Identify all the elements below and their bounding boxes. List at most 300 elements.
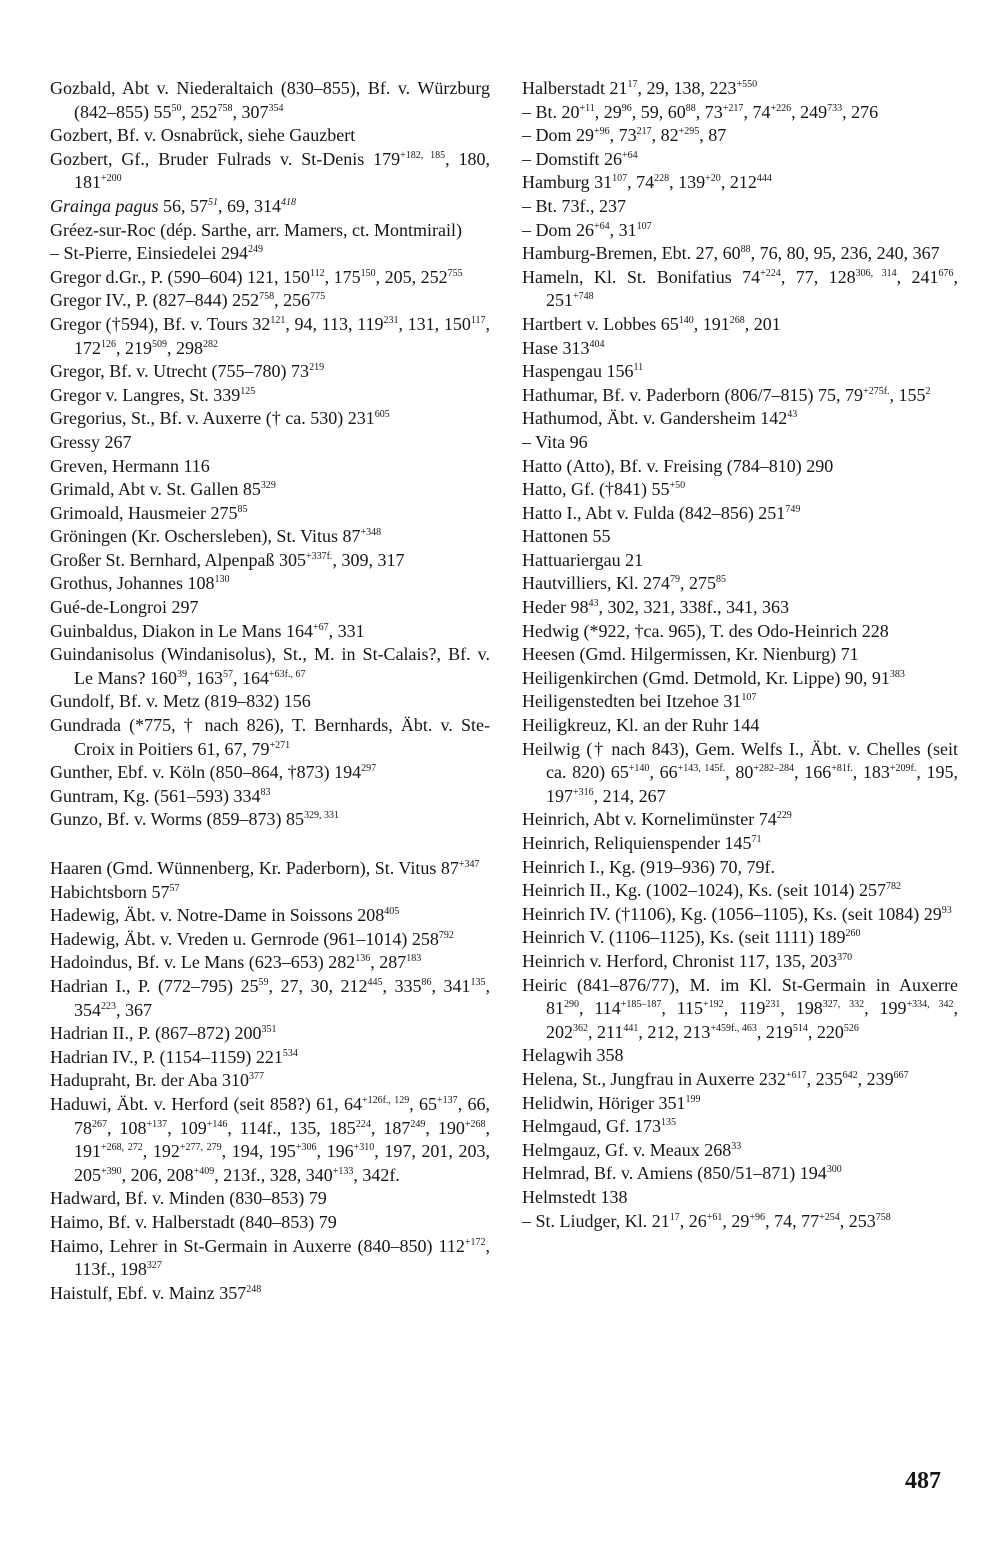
entry-superscript: 377	[248, 1071, 264, 1083]
entry-text: Hadrian II., P. (867–872) 200	[50, 1023, 262, 1044]
entry-text: , 114	[579, 998, 621, 1019]
entry-text: Grothus, Johannes 108	[50, 573, 215, 594]
index-entry	[50, 808, 490, 832]
entry-text: , 77, 128	[780, 266, 856, 287]
index-entry	[50, 266, 490, 290]
entry-text: Heiric (841–876/77), M. im Kl. St-Germain in Auxerre 81	[522, 974, 958, 1019]
entry-text: – Bt. 20	[522, 101, 580, 122]
entry-text: , 241	[896, 266, 939, 287]
entry-text: , 211	[588, 1021, 624, 1042]
entry-text: , 335	[382, 975, 422, 996]
entry-superscript: 125	[240, 385, 256, 397]
entry-text: , 190	[425, 1117, 465, 1138]
entry-text: Hautvilliers, Kl. 274	[522, 573, 670, 594]
entry-text: Hedwig (*922, †ca. 965), T. des Odo-Heinrich 228	[522, 620, 889, 641]
entry-superscript: +459f., 463	[710, 1022, 757, 1034]
entry-superscript: +185–187	[620, 999, 662, 1011]
index-entry	[522, 620, 958, 644]
entry-superscript: 733	[827, 102, 843, 114]
entry-text: , 191	[693, 313, 730, 334]
index-entry	[50, 219, 490, 243]
index-entry	[50, 148, 490, 195]
entry-text: Gregor v. Langres, St. 339	[50, 384, 241, 405]
entry-superscript: 112	[309, 267, 325, 279]
entry-text: Helagwih 358	[522, 1045, 624, 1066]
index-entry	[522, 879, 958, 903]
entry-text: Haduwi, Äbt. v. Herford (seit 858?) 61, 64	[50, 1093, 362, 1114]
entry-text: , 180, 181	[74, 148, 491, 193]
index-entry	[522, 195, 958, 219]
entry-text: Heilwig († nach 843), Gem. Welfs I., Äbt. v. Chelles (seit ca. 820) 65	[522, 738, 958, 783]
entry-superscript: 33	[731, 1140, 742, 1152]
index-entry	[50, 1235, 490, 1282]
entry-text: , 202	[546, 998, 959, 1042]
index-entry	[50, 857, 490, 881]
entry-text: Gundrada (*775, † nach 826), T. Bernhards, Äbt. v. Ste-Croix in Poitiers 61, 67, 79	[50, 715, 490, 759]
entry-superscript: 71	[751, 834, 762, 845]
entry-text: Gregor (†594), Bf. v. Tours 32	[50, 313, 271, 334]
entry-superscript: +96	[749, 1211, 766, 1223]
entry-superscript: 229	[776, 810, 792, 822]
entry-superscript: 383	[889, 668, 905, 680]
entry-text: Helmrad, Bf. v. Amiens (850/51–871) 194	[522, 1163, 827, 1184]
entry-text: , 29	[594, 101, 622, 122]
index-entry	[522, 974, 958, 1045]
entry-text: , 109	[167, 1117, 207, 1138]
entry-text: Gregor, Bf. v. Utrecht (755–780) 73	[50, 361, 310, 382]
index-entry	[50, 77, 490, 124]
entry-text: , 166	[794, 762, 832, 783]
entry-text: , 183	[852, 762, 890, 783]
entry-superscript: +96	[594, 126, 610, 138]
entry-text: , 275	[679, 573, 716, 594]
index-entry	[50, 1069, 490, 1093]
entry-text: , 302, 321, 338f., 341, 363	[598, 597, 789, 618]
entry-superscript: 758	[259, 291, 275, 303]
entry-text: Grainga pagus	[50, 195, 159, 216]
entry-text: Helidwin, Höriger 351	[522, 1092, 686, 1113]
entry-text: Gregorius, St., Bf. v. Auxerre († ca. 530) 231	[50, 408, 375, 429]
entry-text: , 199	[864, 998, 907, 1019]
entry-text: , 298	[167, 337, 203, 358]
index-entry	[522, 242, 958, 266]
entry-superscript: +192	[703, 999, 724, 1011]
index-entry	[522, 667, 958, 691]
entry-text: , 115	[661, 998, 704, 1019]
entry-text: Guntram, Kg. (561–593) 334	[50, 785, 261, 806]
entry-superscript: 217	[636, 126, 652, 138]
entry-text: , 354	[74, 975, 491, 1020]
entry-superscript: 79	[669, 574, 680, 586]
entry-superscript: 57	[169, 882, 180, 894]
entry-text: , 191	[74, 1117, 491, 1162]
index-entry	[50, 502, 490, 526]
entry-text: Gozbert, Gf., Bruder Fulrads v. St-Denis 179	[50, 148, 401, 169]
index-entry	[50, 289, 490, 313]
entry-superscript: +277, 279	[179, 1142, 222, 1154]
entry-superscript: 509	[152, 338, 167, 350]
index-entry	[50, 407, 490, 431]
index-entry	[522, 950, 958, 974]
entry-superscript: 39	[176, 668, 187, 680]
entry-text: , 253	[839, 1210, 876, 1231]
entry-text: , 219	[756, 1021, 793, 1042]
entry-text: – St-Pierre, Einsiedelei 294	[50, 243, 248, 264]
entry-superscript: 85	[237, 503, 248, 515]
entry-superscript: 224	[355, 1118, 371, 1130]
entry-text: , 73	[695, 101, 723, 122]
index-entry	[522, 1092, 958, 1116]
entry-text: Hadoindus, Bf. v. Le Mans (623–653) 282	[50, 952, 356, 973]
entry-superscript: 51	[208, 196, 219, 208]
entry-superscript: 290	[564, 999, 579, 1011]
entry-text: Hattonen 55	[522, 526, 611, 547]
entry-text: , 197, 201, 203, 205	[74, 1141, 491, 1185]
entry-text: Hadupraht, Br. der Aba 310	[50, 1070, 249, 1091]
entry-superscript: 775	[310, 291, 326, 303]
entry-superscript: 231	[383, 314, 399, 326]
entry-superscript: 223	[101, 1000, 116, 1012]
entry-superscript: +64	[594, 220, 610, 232]
entry-text: , 26	[679, 1210, 707, 1231]
entry-superscript: +226	[770, 102, 792, 114]
entry-text: , 276	[842, 101, 879, 122]
index-entry	[50, 596, 490, 620]
entry-text: , 74, 77	[765, 1210, 820, 1231]
entry-text: Grimald, Abt v. St. Gallen 85	[50, 479, 261, 500]
index-entry	[50, 1211, 490, 1235]
entry-text: Hadewig, Äbt. v. Notre-Dame in Soissons 208	[50, 905, 385, 926]
entry-text: , 74	[743, 101, 771, 122]
index-column-left	[50, 77, 490, 1305]
entry-superscript: +63f., 67	[268, 668, 306, 680]
entry-superscript: +217	[722, 102, 744, 114]
index-entry	[522, 690, 958, 714]
index-entry	[50, 384, 490, 408]
entry-superscript: +200	[101, 173, 122, 185]
index-entry	[50, 1093, 490, 1187]
index-entry	[522, 549, 958, 573]
index-entry	[50, 195, 490, 219]
index-entry	[50, 525, 490, 549]
index-entry	[50, 313, 490, 360]
index-entry	[522, 1044, 958, 1068]
entry-superscript: 17	[627, 79, 638, 90]
entry-superscript: 329	[260, 480, 276, 492]
entry-superscript: 17	[669, 1211, 680, 1223]
index-entry	[50, 928, 490, 952]
entry-superscript: 445	[367, 976, 383, 988]
entry-text: , 201	[744, 313, 781, 334]
entry-text: Grimoald, Hausmeier 275	[50, 502, 238, 523]
entry-superscript: 327	[146, 1260, 162, 1272]
entry-text: , 29, 138, 223	[637, 78, 737, 98]
entry-superscript: 11	[633, 362, 644, 374]
entry-superscript: 85	[715, 574, 726, 586]
entry-superscript: 249	[410, 1118, 426, 1130]
index-entry	[50, 124, 490, 148]
index-entry	[522, 1139, 958, 1163]
index-entry	[522, 407, 958, 431]
index-entry	[522, 1068, 958, 1092]
entry-superscript: 136	[355, 953, 371, 965]
entry-superscript: 249	[247, 244, 263, 256]
entry-text: , 31	[609, 219, 637, 240]
index-entry	[522, 525, 958, 549]
entry-superscript: +337f.	[305, 550, 333, 562]
entry-text: Hatto I., Abt v. Fulda (842–856) 251	[522, 502, 786, 523]
entry-superscript: 370	[837, 951, 853, 963]
entry-text: Hase 313	[522, 337, 590, 358]
entry-superscript: 404	[589, 338, 605, 350]
index-entry	[522, 266, 958, 313]
entry-text: , 94, 113, 119	[285, 313, 384, 334]
entry-text: Gundolf, Bf. v. Metz (819–832) 156	[50, 691, 311, 712]
entry-text: , 205, 252	[375, 266, 448, 287]
entry-text: , 76, 80, 95, 236, 240, 367	[750, 243, 940, 264]
index-entry	[50, 904, 490, 928]
entry-superscript: 268	[729, 314, 745, 326]
entry-text: Greven, Hermann 116	[50, 455, 210, 476]
entry-superscript: +275f.	[863, 385, 890, 397]
entry-text: Gozbald, Abt v. Niederaltaich (830–855), Bf. v. Würzburg (842–855) 55	[50, 78, 490, 122]
index-entry	[522, 596, 958, 620]
entry-superscript: 300	[826, 1164, 842, 1176]
entry-superscript: +390	[101, 1165, 122, 1177]
index-entry	[522, 360, 958, 384]
entry-text: Haimo, Lehrer in St-Germain in Auxerre (840–850) 112	[50, 1235, 465, 1256]
entry-superscript: +182, 185	[400, 149, 446, 161]
entry-superscript: 534	[282, 1047, 298, 1059]
index-entry	[50, 242, 490, 266]
entry-superscript: +172	[464, 1236, 486, 1248]
entry-text: Hadrian I., P. (772–795) 25	[50, 975, 259, 996]
entry-text: Heinrich V. (1106–1125), Ks. (seit 1111) 189	[522, 927, 846, 948]
entry-text: Heiligkreuz, Kl. an der Ruhr 144	[522, 715, 760, 736]
index-entry	[522, 856, 958, 880]
entry-text: Gregor d.Gr., P. (590–604) 121, 150	[50, 266, 310, 287]
entry-superscript: 121	[270, 314, 286, 326]
entry-text: Gressy 267	[50, 431, 132, 452]
entry-text: Hameln, Kl. St. Bonifatius 74	[522, 266, 761, 287]
entry-text: , 213f., 328, 340	[214, 1164, 333, 1185]
entry-text: Haistulf, Ebf. v. Mainz 357	[50, 1282, 247, 1303]
entry-text: , 27, 30, 212	[268, 975, 368, 996]
index-entry	[50, 620, 490, 644]
entry-text: , 87	[699, 125, 727, 146]
entry-text: , 114f., 135, 185	[227, 1117, 356, 1138]
entry-text: , 155	[889, 384, 926, 405]
entry-text: Helena, St., Jungfrau in Auxerre 232	[522, 1068, 786, 1089]
entry-superscript: +224	[760, 267, 781, 279]
entry-superscript: +81f.	[831, 763, 853, 775]
entry-superscript: 267	[92, 1118, 107, 1130]
entry-text: Helmgaud, Gf. 173	[522, 1116, 661, 1137]
entry-text: Hathumod, Äbt. v. Gandersheim 142	[522, 408, 788, 429]
entry-superscript: 782	[885, 881, 901, 893]
entry-text: , 249	[791, 101, 828, 122]
index-entry	[50, 431, 490, 455]
index-entry	[522, 478, 958, 502]
entry-text: Gréez-sur-Roc (dép. Sarthe, arr. Mamers, ct. Montmirail)	[50, 219, 462, 240]
index-entry	[522, 219, 958, 243]
entry-superscript: +316	[573, 786, 594, 798]
entry-text: Helmstedt 138	[522, 1186, 628, 1207]
entry-text: Gué-de-Longroi 297	[50, 597, 199, 618]
entry-superscript: 605	[374, 409, 390, 421]
entry-text: , 29	[722, 1210, 750, 1231]
entry-text: , 192	[142, 1141, 180, 1162]
entry-superscript: +137	[146, 1118, 168, 1130]
entry-text: , 239	[857, 1068, 894, 1089]
entry-text: , 235	[806, 1068, 843, 1089]
entry-superscript: 93	[941, 904, 952, 916]
entry-superscript: +282–284	[753, 763, 795, 775]
entry-text: , 252	[181, 101, 218, 122]
index-entry	[50, 478, 490, 502]
entry-text: Heinrich v. Herford, Chronist 117, 135, 203	[522, 950, 838, 971]
entry-superscript: +11	[579, 102, 595, 114]
entry-text: , 69, 314	[218, 195, 282, 216]
entry-text: Haspengau 156	[522, 361, 634, 382]
index-entry	[522, 714, 958, 738]
entry-text: Gregor IV., P. (827–844) 252	[50, 290, 260, 311]
entry-text: Haaren (Gmd. Wünnenberg, Kr. Paderborn), St. Vitus 87	[50, 858, 459, 878]
entry-superscript: 126	[101, 338, 116, 350]
index-entry	[522, 101, 958, 125]
entry-text: Hamburg-Bremen, Ebt. 27, 60	[522, 243, 741, 264]
index-entry	[50, 1187, 490, 1211]
index-entry	[50, 975, 490, 1022]
entry-text: Heinrich, Abt v. Kornelimünster 74	[522, 809, 777, 830]
index-entry	[522, 1115, 958, 1139]
entry-superscript: +254	[819, 1211, 840, 1223]
entry-superscript: 86	[421, 976, 432, 988]
entry-text: , 331	[328, 620, 365, 641]
entry-text: Heiligenstedten bei Itzehoe 31	[522, 691, 742, 712]
index-entry	[522, 384, 958, 408]
entry-superscript: 43	[588, 598, 599, 610]
entry-text: Hadewig, Äbt. v. Vreden u. Gernrode (961–1014) 258	[50, 928, 439, 949]
entry-text: , 219	[116, 337, 152, 358]
index-entry	[522, 572, 958, 596]
entry-superscript: 792	[438, 929, 454, 941]
entry-superscript: +347	[458, 859, 480, 870]
entry-superscript: +140	[628, 763, 650, 775]
entry-superscript: 117	[470, 314, 486, 326]
entry-superscript: 755	[447, 267, 463, 279]
entry-text: , 65	[409, 1093, 438, 1114]
entry-text: Heinrich II., Kg. (1002–1024), Ks. (seit 1014) 257	[522, 880, 886, 901]
entry-superscript: +50	[669, 480, 686, 492]
index-entry	[522, 808, 958, 832]
entry-superscript: 327, 332	[822, 999, 865, 1011]
entry-text: , 119	[723, 998, 766, 1019]
entry-text: Hattuariergau 21	[522, 549, 644, 570]
entry-superscript: +143, 145f.	[677, 763, 726, 775]
entry-text: Heinrich, Reliquienspender 145	[522, 833, 752, 853]
entry-superscript: 758	[217, 102, 233, 114]
entry-superscript: 2	[925, 385, 931, 397]
entry-text: , 82	[651, 125, 679, 146]
entry-superscript: +310	[353, 1142, 375, 1154]
index-entry	[522, 1186, 958, 1210]
entry-text: , 212	[720, 172, 757, 193]
index-entry	[50, 455, 490, 479]
entry-text: Heder 98	[522, 597, 589, 618]
index-entry	[522, 455, 958, 479]
entry-text: Hadward, Bf. v. Minden (830–853) 79	[50, 1188, 327, 1209]
entry-text: , 175	[324, 266, 361, 287]
index-entry	[50, 549, 490, 573]
entry-superscript: 107	[636, 220, 652, 232]
entry-text: , 198	[780, 998, 823, 1019]
index-entry	[522, 77, 958, 101]
entry-superscript: +133	[332, 1165, 354, 1177]
index-entry	[50, 643, 490, 690]
entry-superscript: 441	[623, 1022, 639, 1034]
entry-superscript: +137	[437, 1094, 458, 1106]
entry-superscript: +348	[360, 527, 382, 539]
entry-superscript: 642	[842, 1069, 858, 1081]
index-entry	[50, 1022, 490, 1046]
page-number: 487	[905, 1468, 941, 1494]
entry-text: , 206, 208	[121, 1164, 194, 1185]
entry-text: , 220	[807, 1021, 844, 1042]
entry-text: , 212, 213	[638, 1021, 711, 1042]
entry-superscript: 514	[792, 1022, 808, 1034]
entry-superscript: 50	[171, 102, 182, 114]
entry-text: Helmgauz, Gf. v. Meaux 268	[522, 1139, 732, 1160]
entry-superscript: 676	[938, 267, 954, 279]
entry-superscript: +268	[464, 1118, 486, 1130]
entry-superscript: 405	[384, 906, 400, 918]
index-entry	[50, 761, 490, 785]
entry-text: , 341	[431, 975, 471, 996]
entry-superscript: 130	[214, 574, 230, 586]
entry-text: , 139	[669, 172, 706, 193]
entry-text: , 131, 150	[398, 313, 471, 334]
entry-superscript: 88	[685, 102, 696, 114]
entry-superscript: 354	[268, 102, 284, 114]
entry-text: Hamburg 31	[522, 172, 613, 193]
index-entry	[522, 313, 958, 337]
entry-text: Halberstadt 21	[522, 78, 628, 98]
index-entry	[50, 951, 490, 975]
entry-text: Gröningen (Kr. Oschersleben), St. Vitus 87	[50, 526, 361, 547]
entry-text: Gozbert, Bf. v. Osnabrück, siehe Gauzbert	[50, 125, 356, 146]
index-entry	[522, 926, 958, 950]
entry-superscript: 57	[222, 668, 233, 680]
entry-text: , 309, 317	[332, 549, 405, 570]
entry-superscript: 282	[203, 338, 218, 350]
entry-text: – Bt. 73f., 237	[522, 195, 627, 216]
entry-text: , 59, 60	[631, 101, 686, 122]
entry-superscript: 444	[756, 173, 772, 185]
entry-superscript: +271	[269, 739, 291, 751]
index-column-right	[522, 77, 958, 1233]
entry-superscript: 183	[406, 953, 422, 965]
index-entry	[50, 690, 490, 714]
index-entry	[522, 502, 958, 526]
index-entry	[522, 1210, 958, 1234]
entry-text: Heesen (Gmd. Hilgermissen, Kr. Nienburg) 71	[522, 644, 859, 665]
entry-superscript: +64	[622, 149, 638, 161]
index-entry	[522, 171, 958, 195]
entry-text: – Dom 26	[522, 219, 594, 240]
entry-text: Habichtsborn 57	[50, 881, 170, 902]
entry-text: Guindanisolus (Windanisolus), St., M. in St-Calais?, Bf. v. Le Mans? 160	[50, 644, 490, 688]
